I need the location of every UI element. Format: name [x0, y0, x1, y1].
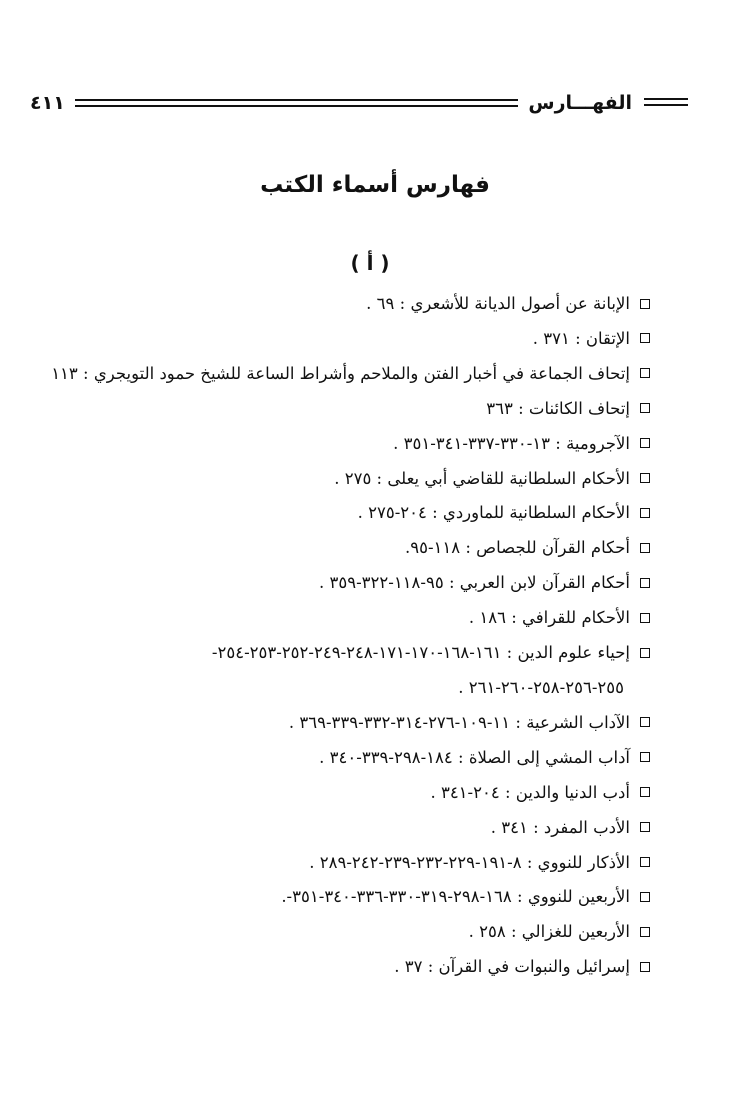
entry-text: آداب المشي إلى الصلاة : ١٨٤-٢٩٨-٣٣٩-٣٤٠ . [319, 747, 630, 767]
list-item [50, 950, 650, 985]
entry-text: الإبانة عن أصول الديانة للأشعري : ٦٩ . [366, 294, 630, 313]
entry-text: الأربعين للغزالي : ٢٥٨ . [468, 922, 630, 942]
square-bullet-icon [640, 648, 650, 658]
list-item [50, 776, 650, 811]
square-bullet-icon [640, 892, 650, 902]
entry-text: الأربعين للنووي : ١٦٨-٢٩٨-٣١٩-٣٣٠-٣٣٦-٣٤٠-٣٥١-. [281, 887, 630, 907]
list-item [50, 706, 650, 741]
list-item [50, 427, 650, 462]
entry-text: الأحكام السلطانية للقاضي أبي يعلى : ٢٧٥ . [334, 468, 630, 488]
square-bullet-icon [640, 299, 650, 309]
entry-text: الأذكار للنووي : ٨-١٩١-٢٢٩-٢٣٢-٢٣٩-٢٤٢-٢٨٩ . [309, 852, 630, 872]
square-bullet-icon [640, 403, 650, 413]
book-index-list [50, 287, 650, 985]
list-item [50, 462, 650, 497]
page-header [30, 88, 688, 118]
entry-text: الأدب المفرد : ٣٤١ . [490, 817, 630, 837]
header-rule [75, 99, 519, 107]
list-item [50, 531, 650, 566]
square-bullet-icon [640, 508, 650, 518]
square-bullet-icon [640, 752, 650, 762]
square-bullet-icon [640, 962, 650, 972]
list-item [50, 322, 650, 357]
header-rule-short [644, 98, 688, 106]
list-item [50, 915, 650, 950]
page-title: فهارس أسماء الكتب [260, 172, 490, 198]
entry-text: أحكام القرآن لابن العربي : ٩٥-١١٨-٣٢٢-٣٥٩ . [318, 573, 630, 593]
square-bullet-icon [640, 822, 650, 832]
square-bullet-icon [640, 368, 650, 378]
entry-text: الإتقان : ٣٧١ . [532, 328, 630, 348]
square-bullet-icon [640, 787, 650, 797]
list-item [50, 601, 650, 636]
square-bullet-icon [640, 578, 650, 588]
entry-text: الآداب الشرعية : ١١-١٠٩-٢٧٦-٣١٤-٣٣٢-٣٣٩-٣٦٩ . [288, 712, 630, 732]
list-item [50, 880, 650, 915]
page-number: ٤١١ [30, 92, 65, 114]
square-bullet-icon [640, 927, 650, 937]
square-bullet-icon [640, 543, 650, 553]
entry-text: إتحاف الجماعة في أخبار الفتن والملاحم وأشراط الساعة للشيخ حمود التويجري : ١١٣ [51, 363, 630, 383]
square-bullet-icon [640, 857, 650, 867]
entry-text: الآجرومية : ١٣-٣٣٠-٣٣٧-٣٤١-٣٥١ . [393, 433, 630, 453]
list-item [50, 811, 650, 846]
entry-text: إحياء علوم الدين : ١٦١-١٦٨-١٧٠-١٧١-٢٤٨-٢٤٩-٢٥٢-٢٥٣-٢٥٤- [211, 643, 630, 663]
list-item [50, 392, 650, 427]
list-item [50, 566, 650, 601]
entry-text: أحكام القرآن للجصاص : ١١٨-٩٥. [404, 538, 630, 558]
square-bullet-icon [640, 717, 650, 727]
entry-text: الأحكام للقرافي : ١٨٦ . [468, 608, 630, 628]
entry-text: الأحكام السلطانية للماوردي : ٢٠٤-٢٧٥ . [357, 503, 630, 523]
square-bullet-icon [640, 613, 650, 623]
list-item [50, 357, 650, 392]
entry-text: أدب الدنيا والدين : ٢٠٤-٣٤١ . [430, 782, 630, 802]
list-item [50, 741, 650, 776]
entry-continuation: ٢٥٥-٢٥٦-٢٥٨-٢٦٠-٢٦١ . [458, 677, 624, 697]
square-bullet-icon [640, 438, 650, 448]
square-bullet-icon [640, 473, 650, 483]
list-item [50, 287, 650, 322]
list-item [50, 846, 650, 881]
list-item [50, 636, 650, 706]
section-letter: ( أ ) [350, 251, 390, 275]
entry-text: إسرائيل والنبوات في القرآن : ٣٧ . [394, 957, 630, 977]
square-bullet-icon [640, 333, 650, 343]
running-title: الفهـــارس [528, 92, 632, 114]
list-item [50, 496, 650, 531]
entry-text: إتحاف الكائنات : ٣٦٣ [486, 398, 630, 418]
